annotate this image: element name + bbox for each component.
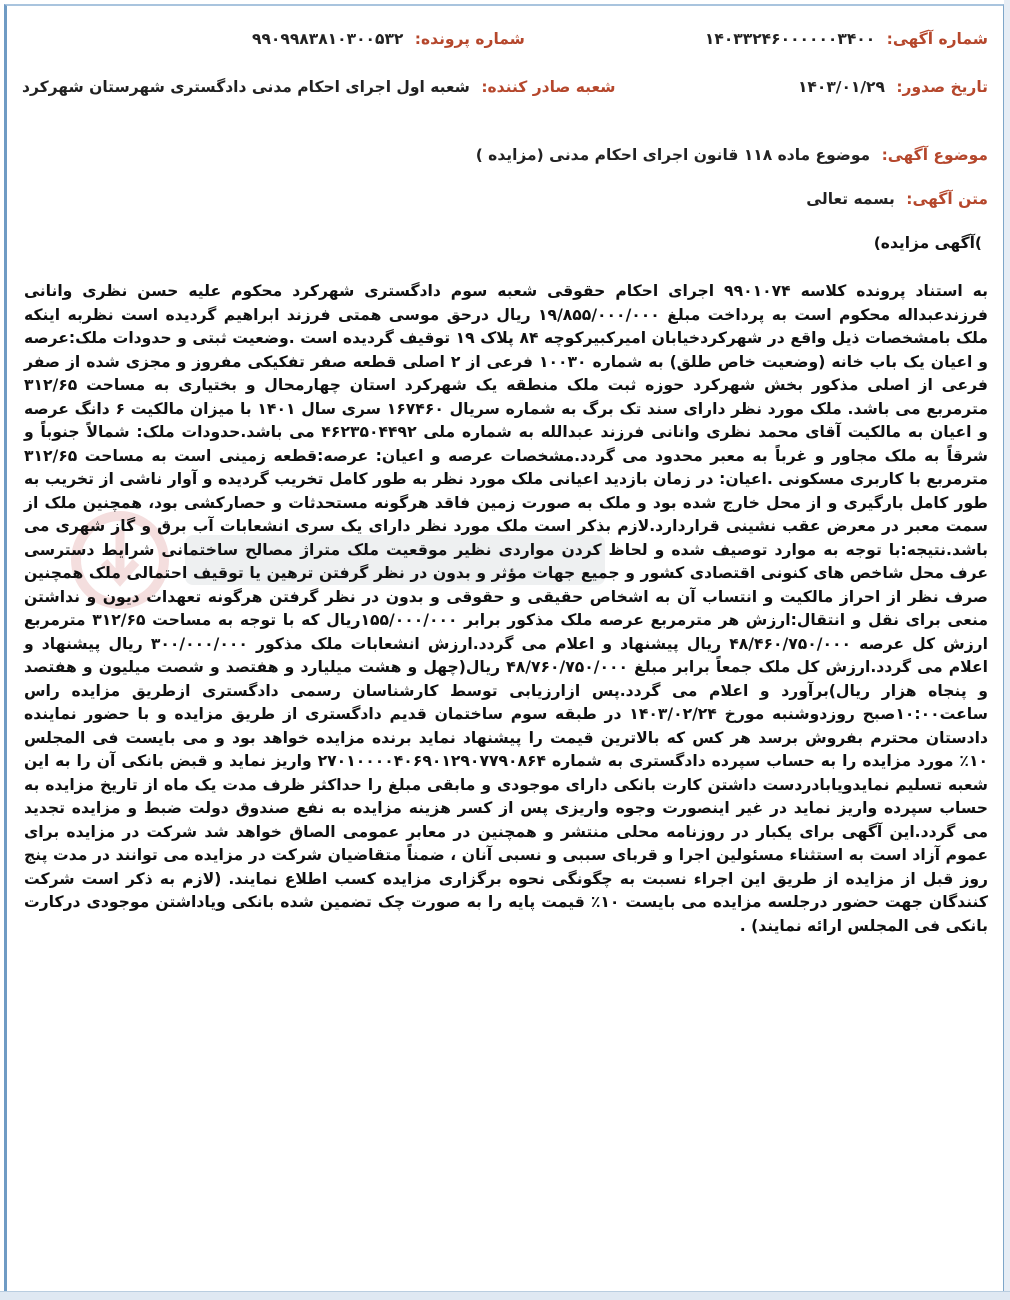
announcement-body: به استناد پرونده کلاسه ۹۹۰۱۰۷۴ اجرای احکام حقوقی شعبه سوم دادگستری شهرکرد محکوم علیه حسن نظری وانانی فرزندعبداله محکوم است به پرداخت مبلغ ۱۹/۸۵۵/۰۰۰/۰۰۰ ریال درحق موسی همتی فرزند ابراهیم گردیده است نظربه اینکه ملک بامشخصات ذیل واقع در شهرکردخیابان امیرکبیرکوچه ۸۴ پلاک ۱۹ توقیف گردیده است .وضعیت ثبتی و حدودات ملک:عرصه و اعیان یک باب خانه (وضعیت خاص طلق) به شماره ۱۰۰۳۰ فرعی از ۲ اصلی قطعه صفر تفکیکی مفروز و مجزی شده از صفر فرعی از اصلی مذکور بخش شهرکرد حوزه ثبت ملک منطقه یک شهرکرد استان چهارمحال و بختیاری به مساحت ۳۱۲/۶۵ مترمربع می باشد. ملک مورد نظر دارای سند تک برگ به شماره سریال ۱۶۷۴۶۰ سری سال ۱۴۰۱ با میزان مالکیت ۶ دانگ عرصه و اعیان به مالکیت آقای محمد نظری وانانی فرزند عبدالله به شماره ملی ۴۶۲۳۵۰۴۴۹۲ می باشد.حدودات ملک: شمالاً جنوباً و شرقاً به ملک مجاور و غرباً به معبر محدود می گردد.مشخصات عرصه و اعیان: عرصه:قطعه زمینی است به مساحت ۳۱۲/۶۵ مترمربع با کاربری مسکونی .اعیان: در زمان بازدید اعیانی ملک مورد نظر به طور کامل تخریب گردیده و آوار ناشی از تخریب به طور کامل بارگیری و از محل خارج شده بود و ملک به صورت زمین فاقد هرگونه مستحدثات و حصارکشی بود، همچنین ملک از سمت معبر در معرض عقب نشینی قراردارد.لازم بذکر است ملک مورد نظر دارای یک سری انشعابات آب برق و گاز شهری می باشد.نتیجه:با توجه به موارد توصیف شده و لحاظ کردن مواردی نظیر موقعیت ملک متراژ مصالح ساختمانی شرایط دسترسی عرف محل شاخص های کنونی اقتصادی کشور و جمیع جهات مؤثر و بدون در نظر گرفتن ترهین یا توقیف احتمالی ملک همچنین صرف نظر از احراز مالکیت و انتساب آن به اشخاص حقیقی و حقوقی و بدون در نظر گرفتن هرگونه تعهدات دیون و نداشتن منعی برای نقل و انتقال:ارزش هر مترمربع عرصه ملک مذکور برابر ۱۵۵/۰۰۰/۰۰۰ریال که با توجه به مساحت ۳۱۲/۶۵ مترمربع ارزش کل عرصه ۴۸/۴۶۰/۷۵۰/۰۰۰ ریال پیشنهاد و اعلام می گردد.ارزش انشعابات ملک مذکور ۳۰۰/۰۰۰/۰۰۰ ریال پیشنهاد و اعلام می گردد.ارزش کل ملک جمعاً برابر مبلغ ۴۸/۷۶۰/۷۵۰/۰۰۰ ریال(چهل و هشت میلیارد و هفتصد و شصت میلیون و هفتصد و پنجاه هزار ریال)برآورد و اعلام می گردد.پس ازارزیابی توسط کارشناسان رسمی دادگستری ازطریق مزایده راس ساعت۱۰:۰۰صبح روزدوشنبه مورخ ۱۴۰۳/۰۲/۲۴ در طبقه سوم ساختمان قدیم دادگستری از طریق مزایده و با حضور نماینده دادستان محترم بفروش برسد هر کس که بالاترین قیمت را پیشنهاد نماید برنده مزایده خواهد بود و می بایست فی المجلس ۱۰٪ مورد مزایده را به حساب سپرده دادگستری به شماره ۲۷۰۱۰۰۰۰۴۰۶۹۰۱۲۹۰۷۷۹۰۸۶۴ واریز نماید و قبض بانکی آن را به این شعبه تسلیم نمایدویابادردست داشتن کارت بانکی دارای موجودی و مابقی مبلغ را حداکثر ظرف مدت یک ماه از تاریخ مزایده به حساب سپرده واریز نماید در غیر اینصورت وجوه واریزی پس از کسر هزینه مزایده به نفع صندوق دولت ضبط و مزایده تجدید می گردد.این آگهی برای یکبار در روزنامه محلی منتشر و همچنین در معابر عمومی الصاق خواهد شد شرکت در مزایده برای عموم آزاد است به استثناء مسئولین اجرا و قربای سببی و نسبی آنان ، ضمناً متقاضیان شرکت در مزایده می توانند در مدت پنج روز قبل از مزایده از طریق این اجراء نسبت به چگونگی نحوه برگزاری مزایده کسب اطلاع نمایند. (لازم به ذکر است شرکت کنندگان جهت حضور درجلسه مزایده می بایست ۱۰٪ قیمت پایه را به صورت چک تضمین شده بانکی ویاداشتن موجودی درکارت بانکی فی المجلس ارائه نمایند) . bbox=[24, 282, 989, 935]
issue-date bbox=[798, 78, 988, 96]
announcement-content bbox=[22, 30, 988, 938]
issuing-branch-value: شعبه اول اجرای احکام مدنی دادگستری شهرستان شهرکرد bbox=[22, 78, 470, 96]
issue-date-label: تاریخ صدور: bbox=[896, 78, 988, 96]
ad-number-label: شماره آگهی: bbox=[886, 30, 988, 48]
ad-number-value: ۱۴۰۳۳۲۴۶۰۰۰۰۰۰۳۴۰۰ bbox=[704, 30, 876, 48]
issue-date-value: ۱۴۰۳/۰۱/۲۹ bbox=[797, 78, 885, 96]
bottom-edge-bar bbox=[0, 1291, 1010, 1300]
ad-text-label: متن آگهی: bbox=[906, 190, 988, 208]
vertical-scrollbar[interactable] bbox=[1004, 0, 1010, 1300]
issuing-branch bbox=[22, 78, 616, 96]
meta-row-date-branch bbox=[22, 78, 988, 124]
ad-title: )آگهی مزایده) bbox=[873, 234, 982, 252]
ad-text-heading bbox=[22, 190, 988, 234]
ad-number bbox=[705, 30, 988, 48]
case-number-value: ۹۹۰۹۹۸۳۸۱۰۳۰۰۵۳۲ bbox=[252, 30, 404, 48]
case-number bbox=[252, 30, 525, 48]
ad-subject-label: موضوع آگهی: bbox=[881, 146, 988, 164]
ad-subject bbox=[22, 146, 988, 190]
ad-subject-value: موضوع ماده ۱۱۸ قانون اجرای احکام مدنی (مزایده ) bbox=[475, 146, 871, 164]
issuing-branch-label: شعبه صادر کننده: bbox=[481, 78, 616, 96]
case-number-label: شماره پرونده: bbox=[414, 30, 525, 48]
ad-text-value: بسمه تعالی bbox=[806, 190, 895, 208]
meta-row-numbers bbox=[22, 30, 988, 76]
